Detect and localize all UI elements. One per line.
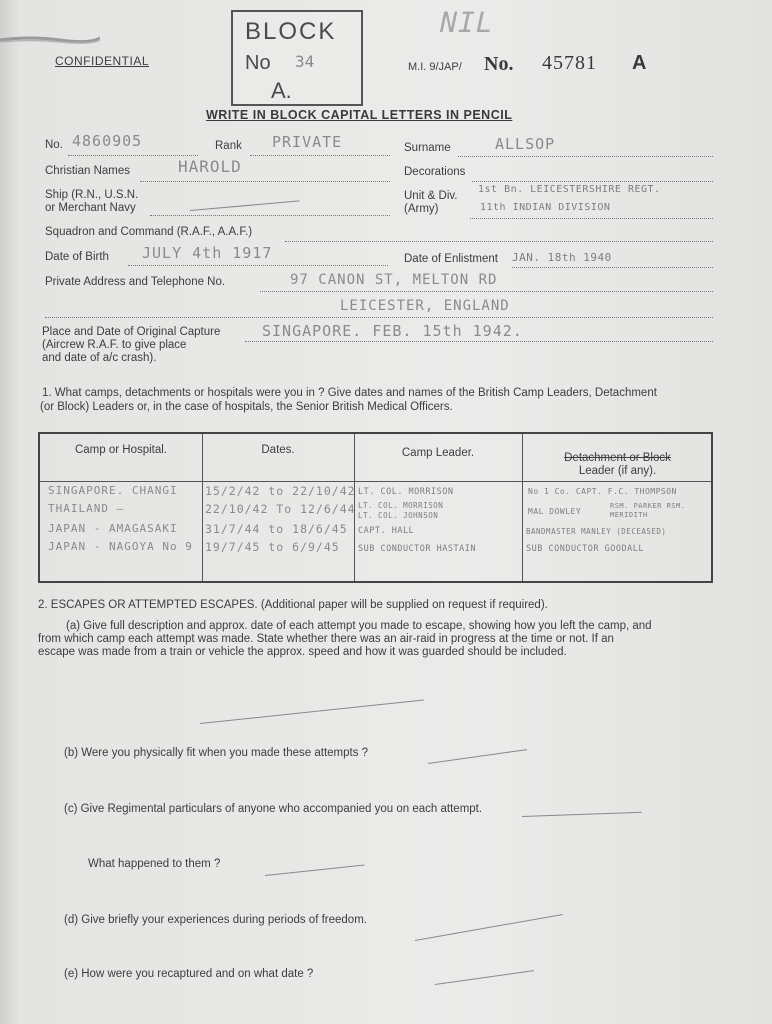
block-stamp (231, 10, 363, 106)
capture-value: SINGAPORE. FEB. 15th 1942. (262, 322, 523, 340)
unit-value-2: 11th INDIAN DIVISION (480, 202, 611, 213)
no-line (68, 155, 198, 156)
table-header-dates: Dates. (261, 444, 295, 456)
question-2c: (c) Give Regimental particulars of anyone who accompanied you on each attempt. (64, 803, 483, 815)
capture-label-3: and date of a/c crash). (42, 352, 157, 364)
table-col-sep (202, 434, 203, 581)
question-2a-pencil-dash (200, 699, 424, 724)
enlistment-label: Date of Enlistment (404, 253, 498, 265)
camps-table (38, 432, 713, 583)
table-header-block-1: Detachment or Block (564, 452, 671, 464)
table-cell-block: BANDMASTER MANLEY (DECEASED) (526, 527, 667, 536)
surname-line (458, 156, 713, 157)
enlistment-value: JAN. 18th 1940 (512, 251, 612, 264)
question-2b: (b) Were you physically fit when you made these attempts ? (64, 747, 369, 759)
table-cell-camp: SINGAPORE. CHANGI (48, 484, 178, 497)
block-stamp-letter: A. (271, 78, 292, 103)
table-cell-leader-2: LT. COL. JOHNSON (358, 511, 439, 520)
table-cell-leader: CAPT. HALL (358, 526, 415, 536)
ship-pencil-dash (190, 200, 300, 211)
table-cell-dates: 22/10/42 To 12/6/44 (205, 502, 356, 516)
squadron-label: Squadron and Command (R.A.F., A.A.F.) (45, 226, 253, 238)
question-1-line-1: 1. What camps, detachments or hospitals were you in ? Give dates and names of the British Camp Leaders, Detachment (42, 387, 657, 399)
christian-names-label: Christian Names (45, 165, 130, 177)
address-label: Private Address and Telephone No. (45, 276, 226, 288)
capture-label-2: (Aircrew R.A.F. to give place (42, 339, 187, 351)
table-cell-leader: SUB CONDUCTOR HASTAIN (358, 544, 476, 554)
block-stamp-no-label: No (245, 52, 271, 74)
capture-line (245, 341, 713, 342)
table-cell-dates: 19/7/45 to 6/9/45 (205, 540, 340, 554)
block-stamp-title: BLOCK (245, 18, 337, 45)
table-cell-leader: LT. COL. MORRISON (358, 501, 444, 510)
rank-line (250, 155, 390, 156)
question-2a-line-2: from which camp each attempt was made. State whether there was an air-raid in progress at the time or not. If an (38, 633, 614, 645)
question-2e-pencil-dash (435, 970, 534, 985)
unit-label-2: (Army) (404, 203, 439, 215)
confidential-label: CONFIDENTIAL (55, 54, 150, 68)
ship-line (150, 215, 390, 216)
no-label: No. (45, 139, 63, 151)
pencil-instruction: WRITE IN BLOCK CAPITAL LETTERS IN PENCIL (206, 108, 513, 122)
table-cell-camp: JAPAN - NAGOYA No 9 (48, 540, 193, 553)
ship-label-2: or Merchant Navy (45, 202, 136, 214)
table-header-block-2: Leader (if any). (578, 465, 657, 477)
dob-label: Date of Birth (45, 251, 109, 263)
question-2-title: 2. ESCAPES OR ATTEMPTED ESCAPES. (Additional paper will be supplied on request if required). (38, 599, 548, 611)
document-suffix: A (632, 52, 647, 74)
question-2a-line-1: (a) Give full description and approx. date of each attempt you made to escape, showing how you left the camp, and (66, 620, 652, 632)
address-line-1 (260, 291, 713, 292)
surname-label: Surname (404, 142, 451, 154)
question-2d: (d) Give briefly your experiences during periods of freedom. (64, 914, 367, 926)
capture-label-1: Place and Date of Original Capture (42, 326, 221, 338)
unit-value-1: 1st Bn. LEICESTERSHIRE REGT. (478, 184, 661, 195)
surname-value: ALLSOP (495, 135, 556, 153)
question-1-line-2: (or Block) Leaders or, in the case of hospitals, the Senior British Medical Officers. (40, 401, 453, 413)
decorations-label: Decorations (404, 166, 466, 178)
question-2a-line-3: escape was made from a train or vehicle the approx. speed and how it was guarded should be included. (38, 646, 567, 658)
table-cell-leader: LT. COL. MORRISON (358, 487, 454, 497)
dob-value: JULY 4th 1917 (142, 244, 273, 262)
table-cell-block: No 1 Co. CAPT. F.C. THOMPSON (528, 487, 677, 496)
address-value-2: LEICESTER, ENGLAND (340, 298, 510, 314)
question-2c-followup: What happened to them ? (88, 858, 221, 870)
squadron-line (285, 241, 713, 242)
no-value: 4860905 (72, 132, 143, 150)
question-2c-followup-pencil-dash (265, 865, 365, 876)
christian-names-line (140, 181, 390, 182)
rank-label: Rank (215, 140, 242, 152)
table-cell-dates: 31/7/44 to 18/6/45 (205, 522, 348, 536)
block-stamp-number: 34 (295, 52, 315, 71)
table-cell-block-2: RSM. PARKER RSM. MERIDITH (610, 502, 686, 519)
unit-label-1: Unit & Div. (404, 190, 458, 202)
table-cell-dates: 15/2/42 to 22/10/42 (205, 484, 356, 498)
table-header-leader: Camp Leader. (401, 447, 475, 459)
nil-annotation: NIL (436, 6, 498, 39)
address-value-1: 97 CANON ST, MELTON RD (290, 272, 498, 288)
christian-names-value: HAROLD (178, 157, 242, 176)
document-number: 45781 (542, 52, 597, 74)
table-cell-camp: THAILAND — (48, 502, 125, 515)
question-2d-pencil-dash (415, 914, 563, 941)
table-cell-camp: JAPAN - AMAGASAKI (48, 522, 178, 535)
table-header-camp: Camp or Hospital. (74, 444, 168, 456)
address-line-2 (45, 317, 713, 318)
question-2e: (e) How were you recaptured and on what date ? (64, 968, 314, 980)
dob-line (128, 265, 388, 266)
decorations-line (472, 181, 713, 182)
unit-line (470, 218, 713, 219)
table-header-sep (40, 481, 711, 482)
table-cell-block: SUB CONDUCTOR GOODALL (526, 544, 644, 554)
no-symbol: No. (484, 53, 514, 75)
question-2b-pencil-dash (428, 749, 527, 764)
ship-label-1: Ship (R.N., U.S.N. (45, 189, 139, 201)
rank-value: PRIVATE (272, 133, 343, 151)
table-cell-block: MAL DOWLEY (528, 507, 582, 516)
mi-reference: M.I. 9/JAP/ (408, 61, 462, 73)
tie-string (0, 32, 100, 46)
enlistment-line (512, 267, 713, 268)
question-2c-pencil-dash (522, 812, 642, 817)
